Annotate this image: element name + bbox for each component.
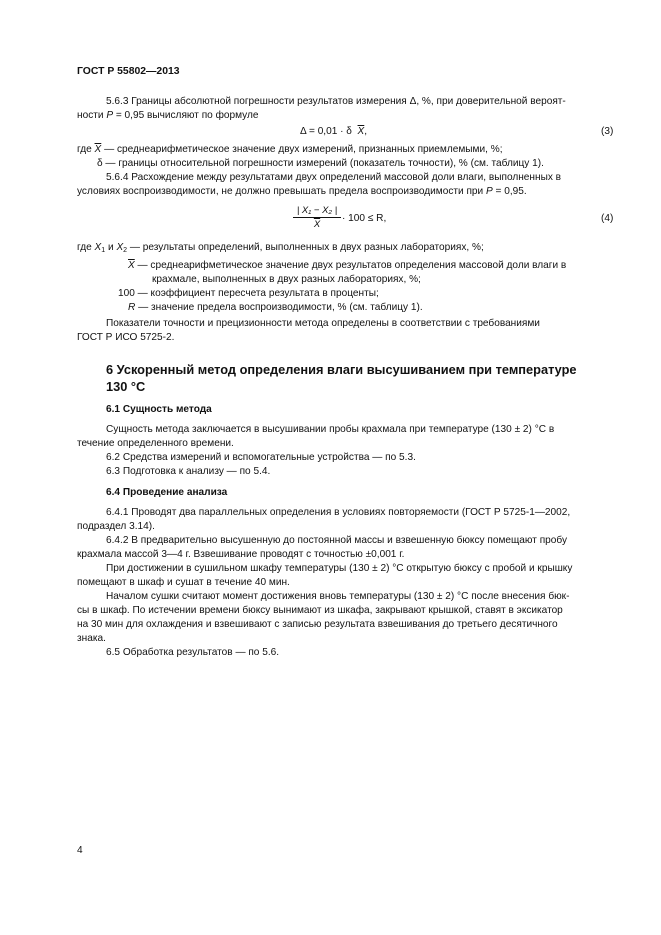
section-6-1-heading: 6.1 Сущность метода [106, 404, 212, 415]
closing-line2: ГОСТ Р ИСО 5725-2. [77, 332, 175, 343]
section-6-3: 6.3 Подготовка к анализу — по 5.4. [106, 466, 271, 477]
para-6-4-1-line1: 6.4.1 Проводят два параллельных определения в условиях повторяемости (ГОСТ Р 5725-1—2002, [106, 507, 571, 518]
section-6-5: 6.5 Обработка результатов — по 5.6. [106, 647, 280, 658]
para-6-4-4-line3: на 30 мин для охлаждения и взвешивают с записью результата взвешивания до третьего десятичного [77, 619, 558, 630]
where-4-xbar: $\overline{X}$ — среднеарифметическое значение двух результатов определения массовой доли влаги в [128, 260, 567, 271]
where-4-xbar-cont: крахмале, выполненных в двух разных лабораториях, %; [152, 274, 421, 285]
section-6-2: 6.2 Средства измерений и вспомогательные устройства — по 5.3. [106, 452, 416, 463]
formula-4-denominator: X [313, 219, 321, 230]
para-5-6-3-line2: ности P = 0,95 вычисляют по формуле [77, 110, 259, 121]
closing-line1: Показатели точности и прецизионности метода определены в соответствии с требованиями [106, 318, 540, 329]
formula-4-rhs: · 100 ≤ R, [342, 213, 387, 224]
where-4-r: R — значение предела воспроизводимости, % (см. таблицу 1). [128, 302, 423, 313]
para-6-4-2-line2: крахмала массой 3—4 г. Взвешивание проводят с точностью ±0,001 г. [77, 549, 405, 560]
para-6-4-4-line1: Началом сушки считают момент достижения вновь температуры (130 ± 2) °C после внесения бюк- [106, 591, 570, 602]
standard-header: ГОСТ Р 55802—2013 [77, 66, 180, 77]
formula-4-number: (4) [601, 213, 614, 224]
where-4-hundred: 100 — коэффициент пересчета результата в проценты; [118, 288, 379, 299]
formula-4-fraction [293, 205, 341, 230]
section-6-1-line1: Сущность метода заключается в высушивании пробы крахмала при температуре (130 ± 2) °C в [106, 424, 555, 435]
para-5-6-3-line1: 5.6.3 Границы абсолютной погрешности результатов измерения Δ, %, при доверительной вероят- [106, 96, 566, 107]
formula-4-numerator: | X₁ − X₂ | [293, 205, 341, 218]
where-4-x1-x2: где $X_1$ и $X_2$ — результаты определений, выполненных в двух разных лабораториях, %; [77, 242, 484, 254]
section-6-1-line2: течение определенного времени. [77, 438, 234, 449]
para-6-4-4-line4: знака. [77, 633, 106, 644]
where-3-xbar: где $\overline{X}$ — среднеарифметическое значение двух измерений, признанных приемлемыми, %; [77, 144, 503, 155]
section-6-4-heading: 6.4 Проведение анализа [106, 487, 228, 498]
para-6-4-1-line2: подраздел 3.14). [77, 521, 155, 532]
where-3-delta: δ — границы относительной погрешности измерений (показатель точности), % (см. таблицу 1). [97, 158, 544, 169]
para-6-4-4-line2: сы в шкаф. По истечении времени бюксу вынимают из шкафа, закрывают крышкой, ставят в эксикатор [77, 605, 563, 616]
para-6-4-2-line1: 6.4.2 В предварительно высушенную до постоянной массы и взвешенную бюксу помещают пробу [106, 535, 567, 546]
para-5-6-4-line2: условиях воспроизводимости, не должно превышать предела воспроизводимости при P = 0,95. [77, 186, 527, 197]
para-6-4-3-line1: При достижении в сушильном шкафу температуры (130 ± 2) °C открытую бюксу с пробой и крышку [106, 563, 573, 574]
para-6-4-3-line2: помещают в шкаф и сушат в течение 40 мин. [77, 577, 290, 588]
formula-3-number: (3) [601, 126, 614, 137]
para-5-6-4-line1: 5.6.4 Расхождение между результатами двух определений массовой доли влаги, выполненных в [106, 172, 562, 183]
section-6-title: 6 Ускоренный метод определения влаги высушиванием при температуре 130 °C [106, 362, 577, 394]
page-number: 4 [77, 845, 83, 856]
formula-3: Δ = 0,01 · δ $\overline{X}$, [300, 126, 368, 137]
